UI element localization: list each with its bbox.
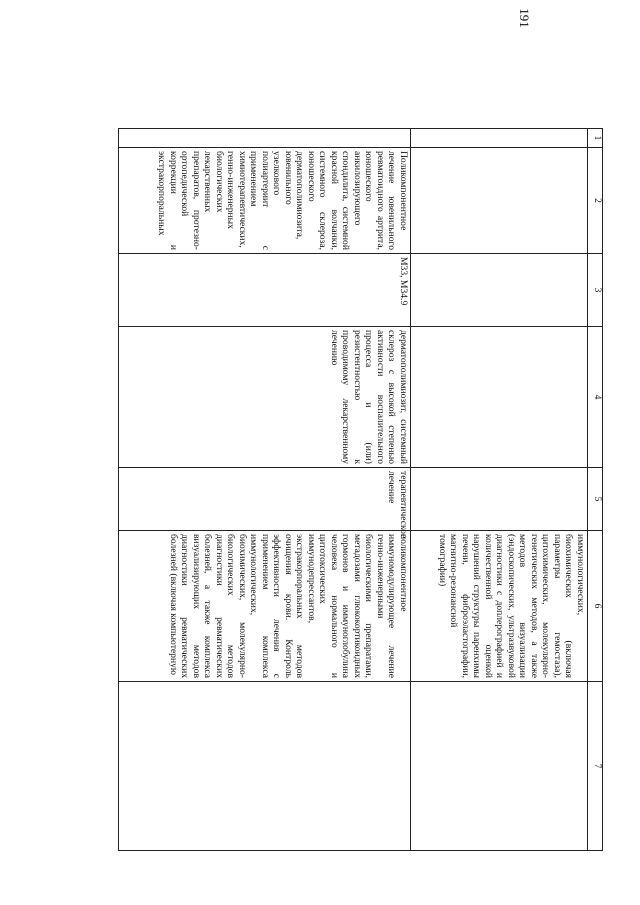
- table-cell: [410, 468, 587, 531]
- medical-care-table: [118, 128, 603, 851]
- column-number: 4: [588, 327, 603, 468]
- table-cell: [410, 682, 587, 851]
- treatment-method-text: поликомпонентное иммуномодулирующее лечение генно-инженерными биологическими препаратами, метадозами глюкокортикоидных гормонов и иммуноглобулина человека нормального и цитотоксических иммунодепрессантов, экстракорпоральных методов очищения крови. Контроль эффективности лечения с применением комплекса иммунологических, биохимических, молекулярно-биологических методов диагностики ревматических болезней, а также комплекса визуализирующих методов диагностики ревматических болезней (включая компьютерную: [167, 534, 409, 678]
- table-cell: [410, 148, 587, 254]
- table-cell: [410, 129, 587, 148]
- row-number-cell: [119, 129, 411, 148]
- column-number: 7: [588, 682, 603, 851]
- column-number: 5: [588, 468, 603, 531]
- patient-model-cell: [119, 327, 411, 468]
- page-number: 191: [517, 8, 532, 28]
- care-type-cell: [119, 148, 411, 254]
- table-row: [119, 129, 411, 851]
- care-type-text: Поликомпонентное лечение ювенильного ревматоидного артрита, юношеского анкилозирующего спондилита, системной красной волчанки, системного склероза, юношеского дерматополимиозита, ювенильного узелкового полиартериит с применением химиотерапевтических, генно-инженерных биологических лекарственных препаратов, протезно-ортопедической коррекции и экстракорпоральных: [156, 151, 409, 250]
- cost-cell: [119, 682, 411, 851]
- rotated-page: [118, 128, 603, 843]
- column-number: 2: [588, 148, 603, 254]
- column-number: 6: [588, 531, 603, 682]
- icd-code-text: M33, M34.9: [397, 257, 409, 306]
- icd-code-cell: [119, 254, 411, 327]
- table-cell: [410, 327, 587, 468]
- treatment-method-continued: иммунологических, биохимических (включая параметры гемостаза), цитохимических, молекулярно-генетических методов, а также методов визуализации (эндоскопических, ультразвуковой диагностики с доплерографией и количественной оценкой нарушений структуры паренхимы печени, фиброэластографии, магнитно-резонансной томографии): [437, 534, 586, 678]
- treatment-type-cell: [119, 468, 411, 539]
- column-number: 3: [588, 254, 603, 327]
- continuation-row: [410, 129, 587, 851]
- table-cell: [410, 531, 587, 682]
- treatment-method-cell: [119, 531, 411, 682]
- treatment-type-text: терапевтическое лечение: [386, 471, 409, 539]
- patient-model-text: дерматополимиозит, системный склероз с высокой степенью активности воспалительного процесса и (или) резистентностью к проводимому лекарственному лечению: [328, 330, 409, 464]
- column-number-row: [588, 129, 603, 851]
- table-cell: [410, 254, 587, 327]
- column-number: 1: [588, 129, 603, 148]
